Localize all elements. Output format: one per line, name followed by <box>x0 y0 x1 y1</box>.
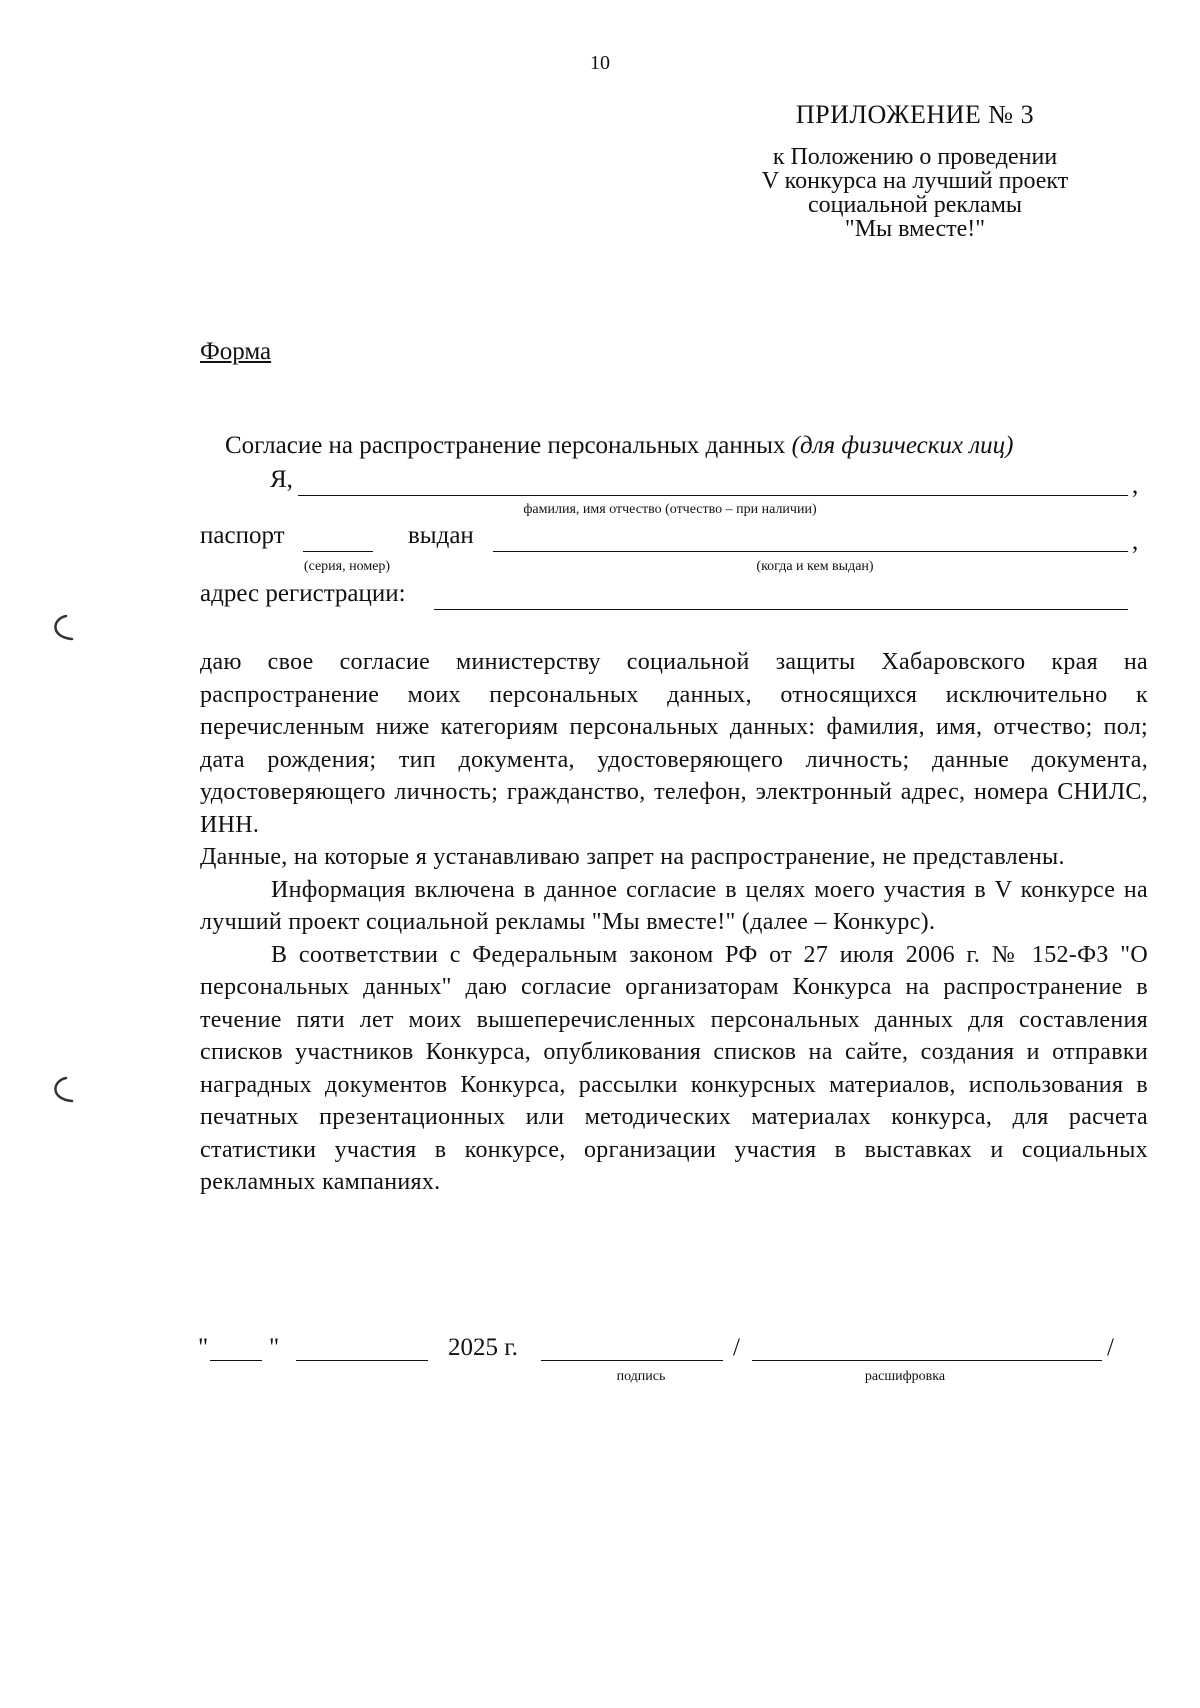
decoding-caption: расшифровка <box>864 1369 946 1384</box>
fio-comma: , <box>1132 472 1139 499</box>
signature-caption: подпись <box>616 1369 666 1384</box>
i-prefix: Я, <box>270 466 293 493</box>
fio-caption: фамилия, имя отчество (отчество – при наличии) <box>523 502 817 517</box>
day-line[interactable] <box>210 1360 262 1361</box>
consent-body <box>200 646 1148 1199</box>
page-number: 10 <box>590 52 610 74</box>
passport-label: паспорт <box>200 522 285 549</box>
punch-hole-mark <box>46 1075 76 1105</box>
fio-line[interactable] <box>298 495 1128 496</box>
year-label: 2025 г. <box>448 1334 518 1361</box>
body-paragraph: даю свое согласие министерству социальной защиты Хабаровского края на распространение моих персональных данных, относящихся исключительно к перечисленным ниже категориям персональных данных: фамилия, имя, отчество; пол; дата рождения; тип документа, удостоверяющего личность; данные документа, удостоверяющего личность; гражданство, телефон, электронный адрес, номера СНИЛС, ИНН. <box>200 649 1148 838</box>
issued-caption: (когда и кем выдан) <box>756 559 874 574</box>
issued-by-line[interactable] <box>493 551 1128 552</box>
address-line[interactable] <box>434 609 1128 610</box>
body-paragraph: Информация включена в данное согласие в целях моего участия в V конкурсе на лучший проект социальной рекламы "Мы вместе!" (далее – Конкурс). <box>200 876 1148 935</box>
passport-number-line[interactable] <box>303 551 373 552</box>
appendix-line: социальной рекламы <box>807 192 1023 218</box>
body-paragraph: В соответствии с Федеральным законом РФ от 27 июля 2006 г. № 152-ФЗ "О персональных данных" даю согласие организаторам Конкурса на распространение в течение пяти лет моих вышеперечисленных персональных данных для составления списков участников Конкурса, опубликования списков на сайте, создания и отправки наградных документов Конкурса, рассылки конкурсных материалов, использования в печатных презентационных или методических материалах конкурса, для расчета статистики участия в конкурсе, организации участия в выставках и социальных рекламных кампаниях. <box>200 941 1148 1195</box>
address-label: адрес регистрации: <box>200 580 406 607</box>
issued-label: выдан <box>408 522 474 549</box>
appendix-line: V конкурса на лучший проект <box>761 168 1069 194</box>
body-paragraph: Данные, на которые я устанавливаю запрет на распространение, не представлены. <box>200 844 1065 870</box>
appendix-line: "Мы вместе!" <box>844 216 986 242</box>
consent-title-note: (для физических лиц) <box>791 432 1014 459</box>
date-quote-open: " <box>198 1334 209 1361</box>
signature-slash-end: / <box>1107 1334 1114 1361</box>
date-quote-close: " <box>269 1334 280 1361</box>
month-line[interactable] <box>296 1360 428 1361</box>
consent-title <box>225 432 1013 460</box>
punch-hole-mark <box>46 613 76 643</box>
decoding-line[interactable] <box>752 1360 1102 1361</box>
appendix-line: к Положению о проведении <box>772 144 1058 170</box>
signature-slash: / <box>733 1334 740 1361</box>
consent-title-text: Согласие на распространение персональных данных <box>225 432 786 459</box>
signature-line[interactable] <box>541 1360 723 1361</box>
issued-comma: , <box>1132 528 1139 555</box>
form-label: Форма <box>200 338 272 365</box>
series-caption: (серия, номер) <box>303 559 391 574</box>
appendix-title: ПРИЛОЖЕНИЕ № 3 <box>795 100 1035 129</box>
